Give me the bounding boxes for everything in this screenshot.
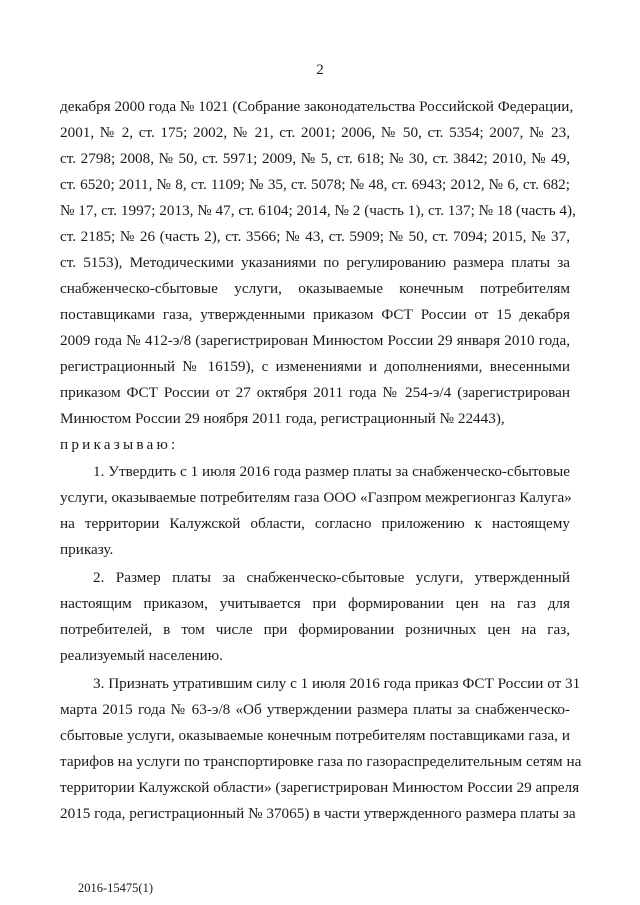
text-line: 2001, № 2, ст. 175; 2002, № 21, ст. 2001; 2006, № 50, ст. 5354; 2007, № 23, <box>60 124 570 141</box>
text-line: Минюстом России 29 ноября 2011 года, регистрационный № 22443), <box>60 410 505 427</box>
paragraph-1-line: услуги, оказываемые потребителям газа ООО «Газпром межрегионгаз Калуга» <box>60 489 572 506</box>
paragraph-1-line: 1. Утвердить с 1 июля 2016 года размер платы за снабженческо-сбытовые <box>93 463 570 480</box>
text-line: ст. 2185; № 26 (часть 2), ст. 3566; № 43, ст. 5909; № 50, ст. 7094; 2015, № 37, <box>60 228 570 245</box>
text-line: снабженческо-сбытовые услуги, оказываемые конечным потребителям <box>60 280 570 297</box>
text-line: ст. 5153), Методическими указаниями по регулированию размера платы за <box>60 254 570 271</box>
paragraph-2-line: реализуемый населению. <box>60 647 223 664</box>
order-keyword: приказываю: <box>60 436 179 453</box>
text-line: ст. 2798; 2008, № 50, ст. 5971; 2009, № 5, ст. 618; № 30, ст. 3842; 2010, № 49, <box>60 150 570 167</box>
paragraph-3-line: сбытовые услуги, оказываемые конечным потребителям поставщиками газа, и <box>60 727 570 744</box>
paragraph-3-line: марта 2015 года № 63-э/8 «Об утверждении размера платы за снабженческо- <box>60 701 570 718</box>
text-line: № 17, ст. 1997; 2013, № 47, ст. 6104; 2014, № 2 (часть 1), ст. 137; № 18 (часть 4), <box>60 202 576 219</box>
text-line: декабря 2000 года № 1021 (Собрание законодательства Российской Федерации, <box>60 98 574 115</box>
paragraph-1-line: приказу. <box>60 541 114 558</box>
paragraph-1-line: на территории Калужской области, согласно приложению к настоящему <box>60 515 570 532</box>
paragraph-3-line: 3. Признать утратившим силу с 1 июля 2016 года приказ ФСТ России от 31 <box>93 675 581 692</box>
paragraph-3-line: тарифов на услуги по транспортировке газа по газораспределительным сетям на <box>60 753 582 770</box>
text-line: приказом ФСТ России от 27 октября 2011 года № 254-э/4 (зарегистрирован <box>60 384 570 401</box>
paragraph-2-line: 2. Размер платы за снабженческо-сбытовые услуги, утвержденный <box>93 569 570 586</box>
paragraph-3-line: территории Калужской области» (зарегистрирован Минюстом России 29 апреля <box>60 779 580 796</box>
text-line: ст. 6520; 2011, № 8, ст. 1109; № 35, ст. 5078; № 48, ст. 6943; 2012, № 6, ст. 682; <box>60 176 570 193</box>
paragraph-2-line: настоящим приказом, учитывается при формировании цен на газ для <box>60 595 570 612</box>
text-line: регистрационный № 16159), с изменениями и дополнениями, внесенными <box>60 358 570 375</box>
page-number: 2 <box>316 62 324 78</box>
paragraph-3-line: 2015 года, регистрационный № 37065) в части утвержденного размера платы за <box>60 805 576 822</box>
text-line: 2009 года № 412-э/8 (зарегистрирован Минюстом России 29 января 2010 года, <box>60 332 570 349</box>
text-line: поставщиками газа, утвержденными приказом ФСТ России от 15 декабря <box>60 306 570 323</box>
paragraph-2-line: потребителей, в том числе при формировании розничных цен на газ, <box>60 621 570 638</box>
footer-document-code: 2016-15475(1) <box>78 881 153 895</box>
